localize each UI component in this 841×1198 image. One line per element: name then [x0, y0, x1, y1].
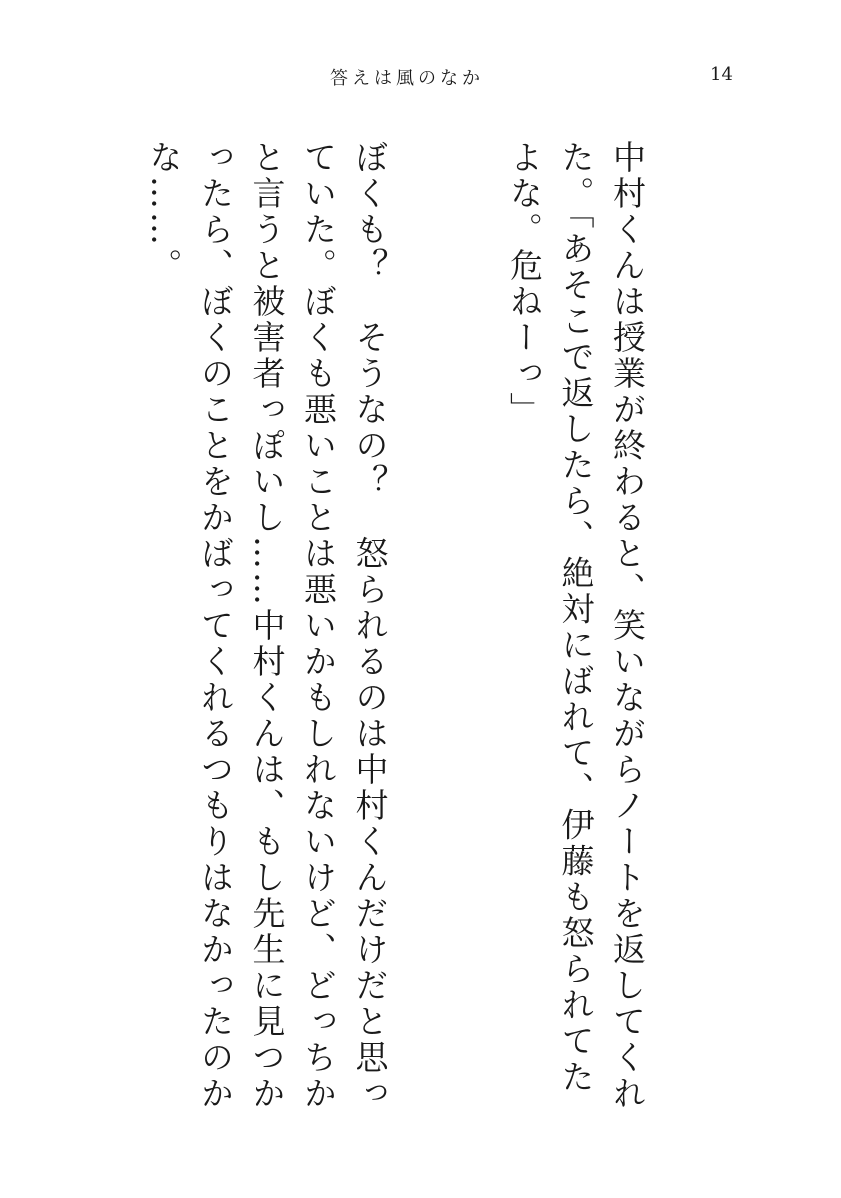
- page-number: 14: [710, 64, 733, 85]
- blank-line: [0, 140, 35, 1120]
- running-header-title: 答えは風のなか: [330, 68, 484, 89]
- paragraph: ぼくも？ そうなの？ 怒られるのは中村くんだけだと思っていた。ぼくも悪いことは悪いかもしれないけど、どっちかと言うと被害者っぽいし……中村くんは、もし先生に見つかったら、ぼくのことをかばってくれるつもりはなかったのかな……。: [144, 140, 390, 1112]
- paragraph: 中村くんは授業が終わると、笑いながらノートを返してくれた。「あそこで返したら、絶対にばれて、伊藤も怒られてたよな。危ねーっ」: [505, 140, 647, 1112]
- vertical-body-text: [96, 140, 756, 1120]
